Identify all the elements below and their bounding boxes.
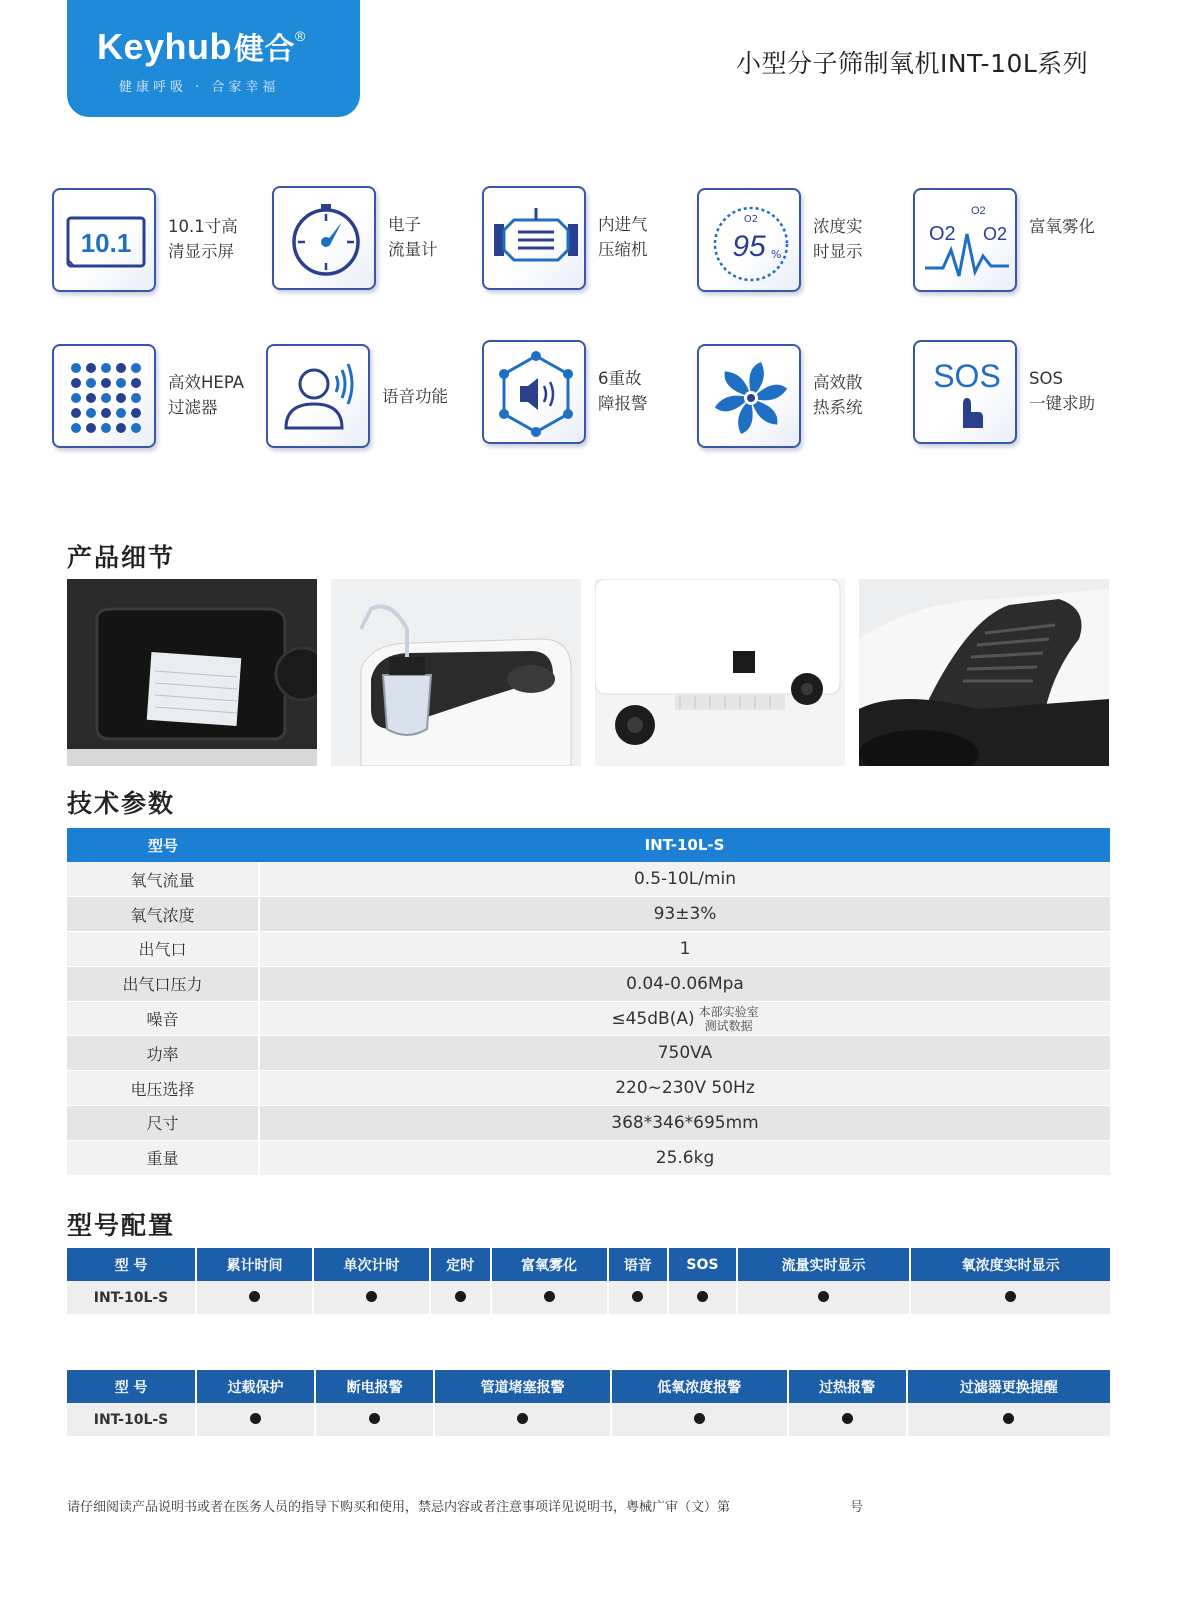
noise-note: 本部实验室 测试数据 — [698, 1004, 759, 1033]
filter-dot — [86, 363, 96, 373]
filter-dot — [71, 408, 81, 418]
footer-text: 请仔细阅读产品说明书或者在医务人员的指导下购买和使用，禁忌内容或者注意事项详见说明书，粤械广审（文）第 — [67, 1500, 731, 1515]
spec-value: 750VA — [259, 1036, 1110, 1071]
included-dot — [250, 1413, 261, 1424]
feature-display — [52, 188, 262, 294]
feature-compressor — [482, 186, 692, 292]
config-header-cell: 语音 — [608, 1248, 669, 1281]
config-header-cell: 断电报警 — [315, 1370, 434, 1403]
config-header-cell: 型 号 — [67, 1248, 196, 1281]
feature-mark — [196, 1281, 313, 1314]
config-header-cell: 单次计时 — [313, 1248, 430, 1281]
spec-key: 噪音 — [67, 1001, 259, 1036]
filter-dot — [71, 393, 81, 403]
filter-dot — [86, 378, 96, 388]
feature-mark — [491, 1281, 608, 1314]
feature-label: 浓度实 时显示 — [813, 217, 863, 261]
table-row — [67, 897, 1110, 932]
spec-value: 1 — [259, 932, 1110, 967]
feature-label: SOS 一键求助 — [1029, 369, 1095, 413]
table-row — [67, 1140, 1110, 1175]
config-table-functions — [67, 1248, 1110, 1314]
config-header-cell: 氧浓度实时显示 — [910, 1248, 1110, 1281]
spec-header-model: INT-10L-S — [259, 828, 1110, 862]
cooling-fan-icon — [697, 344, 801, 448]
svg-text:%: % — [771, 248, 782, 261]
config-header-cell: 过载保护 — [196, 1370, 315, 1403]
config-model: INT-10L-S — [67, 1281, 196, 1314]
config-header-cell: 管道堵塞报警 — [434, 1370, 611, 1403]
spec-key: 功率 — [67, 1036, 259, 1071]
included-dot — [517, 1413, 528, 1424]
config-header-cell: 流量实时显示 — [737, 1248, 910, 1281]
feature-mark — [611, 1403, 788, 1436]
spec-value: 0.04-0.06Mpa — [259, 966, 1110, 1001]
spec-key: 重量 — [67, 1140, 259, 1175]
included-dot — [1005, 1291, 1016, 1302]
feature-mark — [430, 1281, 491, 1314]
feature-label: 高效散 热系统 — [813, 373, 863, 417]
feature-mark — [434, 1403, 611, 1436]
included-dot — [544, 1291, 555, 1302]
spec-key: 出气口压力 — [67, 966, 259, 1001]
spec-key: 氧气流量 — [67, 862, 259, 897]
table-row — [67, 1001, 1110, 1036]
filter-dot — [86, 393, 96, 403]
config-header-row — [67, 1370, 1110, 1403]
filter-dot — [116, 408, 126, 418]
filter-dot — [116, 423, 126, 433]
config-model: INT-10L-S — [67, 1403, 196, 1436]
spec-header-row — [67, 828, 1110, 862]
feature-hepa — [52, 344, 262, 450]
included-dot — [697, 1291, 708, 1302]
alarm-speaker-icon — [482, 340, 586, 444]
section-title-config: 型号配置 — [67, 1211, 176, 1240]
footer-suffix: 号 — [850, 1500, 864, 1515]
rear-casters-photo — [595, 579, 845, 766]
section-title-details: 产品细节 — [67, 543, 176, 572]
svg-text:SOS: SOS — [933, 358, 1001, 394]
spec-key: 电压选择 — [67, 1071, 259, 1106]
spec-value: 25.6kg — [259, 1140, 1110, 1175]
spec-header-key: 型号 — [67, 828, 259, 862]
feature-label: 内进气 压缩机 — [598, 215, 648, 259]
feature-mark — [608, 1281, 669, 1314]
config-header-cell: 型 号 — [67, 1370, 196, 1403]
feature-mark — [737, 1281, 910, 1314]
filter-dot — [101, 423, 111, 433]
feature-alarm — [482, 340, 692, 446]
feature-sos — [913, 340, 1123, 446]
display-screen-icon — [52, 188, 156, 292]
spec-value: 0.5-10L/min — [259, 862, 1110, 897]
brand-name: Keyhub健合® — [97, 26, 306, 67]
noise-value: ≤45dB(A) — [611, 1008, 695, 1029]
config-header-cell: 过滤器更换提醒 — [907, 1370, 1110, 1403]
filter-dot — [101, 408, 111, 418]
feature-mark — [196, 1403, 315, 1436]
config-header-cell: 富氧雾化 — [491, 1248, 608, 1281]
table-row — [67, 966, 1110, 1001]
included-dot — [366, 1291, 377, 1302]
spec-key: 出气口 — [67, 932, 259, 967]
filter-dot — [131, 408, 141, 418]
brand-tagline: 健康呼吸 · 合家幸福 — [119, 80, 280, 95]
table-row — [67, 1403, 1110, 1436]
svg-text:O2: O2 — [983, 224, 1008, 244]
voice-person-icon — [266, 344, 370, 448]
feature-nebulizer — [913, 188, 1123, 294]
feature-flowmeter — [272, 186, 482, 292]
included-dot — [632, 1291, 643, 1302]
table-row — [67, 1106, 1110, 1141]
humidifier-bottle-photo — [331, 579, 581, 766]
included-dot — [249, 1291, 260, 1302]
table-row — [67, 1281, 1110, 1314]
filter-dot — [71, 423, 81, 433]
config-header-cell: SOS — [668, 1248, 737, 1281]
config-header-cell: 定时 — [430, 1248, 491, 1281]
filter-dot — [71, 363, 81, 373]
spec-value: 368*346*695mm — [259, 1106, 1110, 1141]
svg-text:O2: O2 — [929, 223, 956, 245]
feature-label: 电子 流量计 — [388, 215, 438, 259]
filter-dot — [116, 393, 126, 403]
feature-label: 高效HEPA 过滤器 — [168, 373, 245, 417]
config-table-alarms — [67, 1370, 1110, 1436]
filter-dot — [116, 378, 126, 388]
sos-button-icon — [913, 340, 1017, 444]
filter-dot — [116, 363, 126, 373]
spec-value: 93±3% — [259, 897, 1110, 932]
brand-logo — [67, 0, 360, 117]
footer-disclaimer — [67, 1496, 864, 1515]
config-header-cell: 累计时间 — [196, 1248, 313, 1281]
filter-dot — [131, 423, 141, 433]
table-row — [67, 862, 1110, 897]
config-header-row — [67, 1248, 1110, 1281]
feature-mark — [788, 1403, 907, 1436]
table-row — [67, 1036, 1110, 1071]
table-row — [67, 1071, 1110, 1106]
feature-label: 6重故 障报警 — [598, 369, 648, 413]
page-title: 小型分子筛制氧机INT-10L系列 — [736, 49, 1089, 78]
filter-dot — [131, 393, 141, 403]
feature-concentration — [697, 188, 907, 294]
compressor-icon — [482, 186, 586, 290]
flowmeter-gauge-icon — [272, 186, 376, 290]
feature-mark — [315, 1403, 434, 1436]
feature-mark — [910, 1281, 1110, 1314]
included-dot — [369, 1413, 380, 1424]
filter-dot — [131, 363, 141, 373]
spec-key: 尺寸 — [67, 1106, 259, 1141]
filter-dot — [101, 393, 111, 403]
feature-label: 语音功能 — [382, 387, 448, 406]
spec-value: 220~230V 50Hz — [259, 1071, 1110, 1106]
svg-text:O2: O2 — [743, 214, 759, 225]
filter-dot — [86, 423, 96, 433]
table-row — [67, 932, 1110, 967]
feature-voice — [266, 344, 476, 450]
spec-value-noise — [259, 1001, 1110, 1036]
concentration-icon — [697, 188, 801, 292]
included-dot — [1003, 1413, 1014, 1424]
feature-mark — [313, 1281, 430, 1314]
filter-dot — [71, 378, 81, 388]
filter-dot — [101, 378, 111, 388]
included-dot — [455, 1291, 466, 1302]
oxygen-nebulizer-icon — [913, 188, 1017, 292]
config-header-cell: 低氧浓度报警 — [611, 1370, 788, 1403]
config-header-cell: 过热报警 — [788, 1370, 907, 1403]
included-dot — [694, 1413, 705, 1424]
feature-cooling — [697, 344, 907, 450]
feature-mark — [668, 1281, 737, 1314]
svg-text:95: 95 — [732, 230, 766, 263]
spec-table — [67, 828, 1110, 1176]
filter-compartment-photo — [67, 579, 317, 766]
filter-dot — [131, 378, 141, 388]
included-dot — [818, 1291, 829, 1302]
filter-dot — [101, 363, 111, 373]
included-dot — [842, 1413, 853, 1424]
display-icon-text: 10.1 — [80, 228, 132, 258]
hepa-filter-icon — [52, 344, 156, 448]
product-photos — [67, 579, 1110, 766]
feature-label: 10.1寸高 清显示屏 — [168, 217, 238, 261]
feature-mark — [907, 1403, 1110, 1436]
air-vent-photo — [859, 579, 1109, 766]
filter-dot — [86, 408, 96, 418]
svg-text:O2: O2 — [971, 205, 986, 217]
spec-key: 氧气浓度 — [67, 897, 259, 932]
feature-label: 富氧雾化 — [1029, 217, 1095, 236]
section-title-specs: 技术参数 — [67, 789, 176, 818]
